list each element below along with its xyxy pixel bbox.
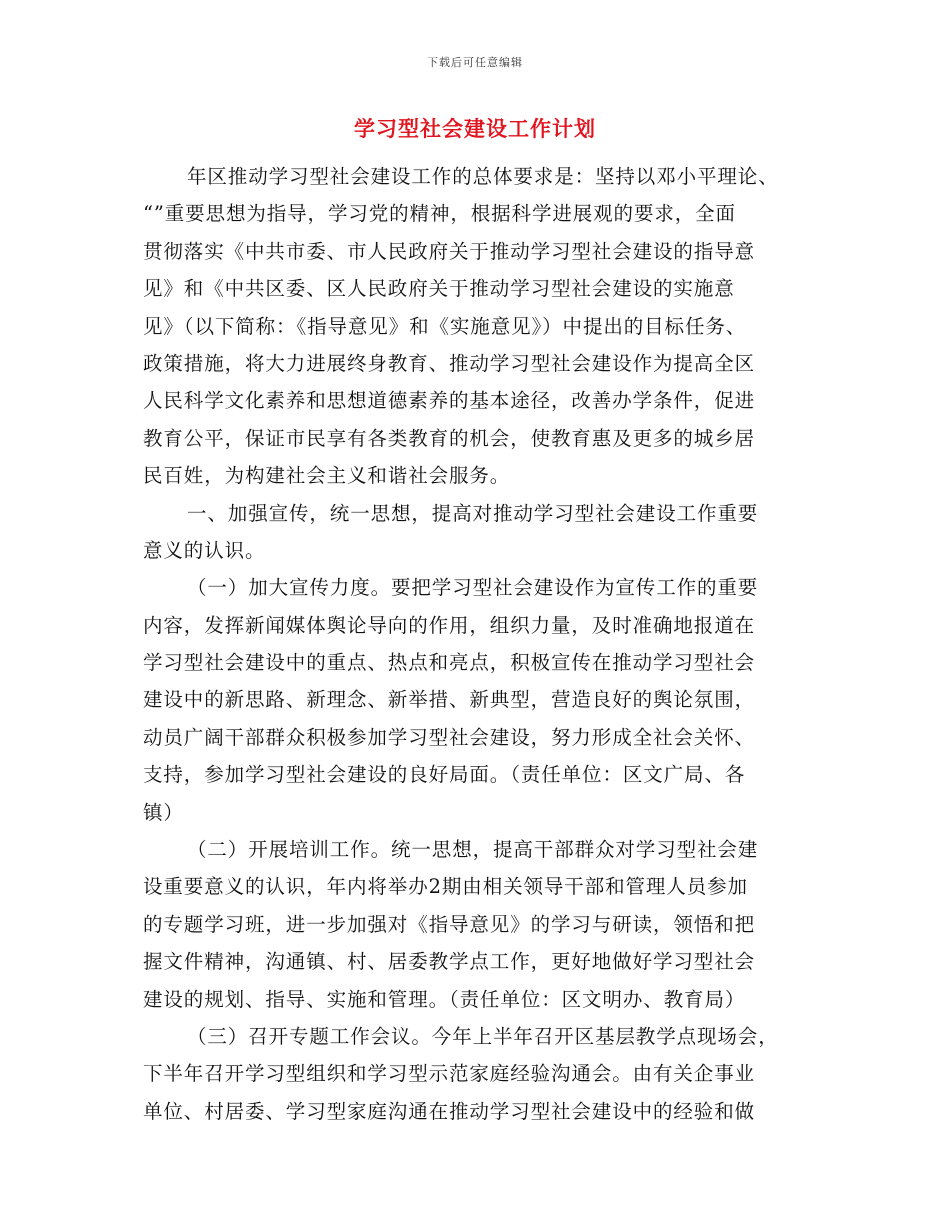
body-line: （三）召开专题工作会议。今年上半年召开区基层教学点现场会， (187, 1024, 779, 1048)
body-line: 建设中的新思路、新理念、新举措、新典型，营造良好的舆论氛围， (143, 688, 756, 712)
body-line: 的专题学习班，进一步加强对《指导意见》的学习与研读，领悟和把 (143, 912, 756, 936)
body-line: （二）开展培训工作。统一思想，提高干部群众对学习型社会建 (187, 838, 759, 862)
body-line: 见》和《中共区委、区人民政府关于推动学习型社会建设的实施意 (143, 277, 735, 301)
body-line: 支持，参加学习型社会建设的良好局面。（责任单位：区文广局、各 (143, 763, 746, 787)
body-line: 民百姓，为构建社会主义和谐社会服务。 (143, 464, 511, 488)
body-line: 握文件精神，沟通镇、村、居委教学点工作，更好地做好学习型社会 (143, 950, 756, 974)
document-body (143, 158, 823, 1130)
body-line: 建设的规划、指导、实施和管理。（责任单位：区文明办、教育局） (143, 987, 746, 1011)
body-line: 人民科学文化素养和思想道德素养的基本途径，改善办学条件，促进 (143, 389, 756, 413)
body-line: 内容，发挥新闻媒体舆论导向的作用，组织力量，及时准确地报道在 (143, 613, 756, 637)
body-line: 见》（以下简称：《指导意见》和《实施意见》）中提出的目标任务、 (143, 314, 747, 338)
document-title: 学习型社会建设工作计划 (354, 116, 596, 141)
body-line: 教育公平，保证市民享有各类教育的机会，使教育惠及更多的城乡居 (143, 426, 756, 450)
body-line: （一）加大宣传力度。要把学习型社会建设作为宣传工作的重要 (187, 576, 759, 600)
body-line: 政策措施，将大力进展终身教育、推动学习型社会建设作为提高全区 (143, 351, 756, 375)
body-line: 镇） (143, 800, 184, 824)
body-line: 下半年召开学习型组织和学习型示范家庭经验沟通会。由有关企事业 (143, 1062, 756, 1086)
body-line: 意义的认识。 (143, 538, 266, 562)
body-line: 动员广阔干部群众积极参加学习型社会建设，努力形成全社会关怀、 (143, 725, 756, 749)
body-line: 一、加强宣传，统一思想，提高对推动学习型社会建设工作重要 (187, 501, 759, 525)
body-line: 年区推动学习型社会建设工作的总体要求是：坚持以邓小平理论、 (187, 165, 779, 188)
header-note: 下载后可任意编辑 (427, 56, 523, 69)
body-line: 设重要意义的认识，年内将举办2期由相关领导干部和管理人员参加 (143, 875, 748, 899)
body-line: “”重要思想为指导，学习党的精神，根据科学进展观的要求，全面 (143, 202, 736, 226)
body-line: 单位、村居委、学习型家庭沟通在推动学习型社会建设中的经验和做 (143, 1099, 756, 1123)
body-line: 贯彻落实《中共市委、市人民政府关于推动学习型社会建设的指导意 (143, 239, 756, 263)
body-line: 学习型社会建设中的重点、热点和亮点，积极宣传在推动学习型社会 (143, 651, 756, 675)
